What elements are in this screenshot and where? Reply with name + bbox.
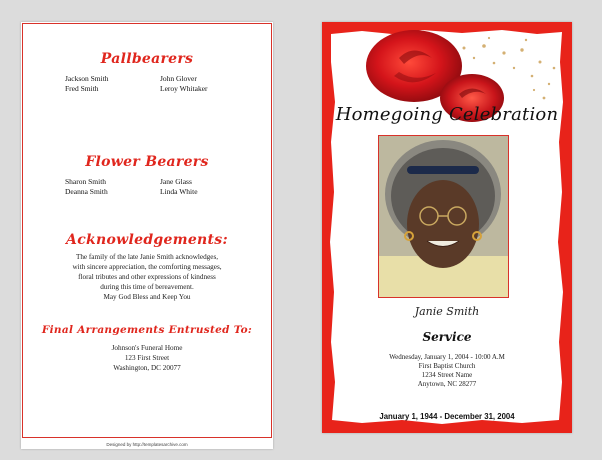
flower-bearers-row — [65, 177, 265, 187]
pallbearers-row — [65, 84, 265, 94]
acknowledgement-line: during this time of bereavement. — [100, 283, 194, 291]
funeral-home-line: Johnson's Funeral Home — [111, 344, 183, 352]
pallbearer-name: Fred Smith — [65, 84, 99, 93]
designer-credit: Designed by http://templatesarchive.com — [106, 442, 188, 447]
flower-bearer-name: Linda White — [160, 187, 198, 196]
pallbearers-row — [65, 74, 265, 84]
pallbearer-name: John Glover — [160, 74, 197, 83]
service-heading: Service — [422, 330, 472, 344]
acknowledgements-text — [31, 252, 263, 302]
acknowledgement-line: with sincere appreciation, the comforting messages, — [72, 263, 222, 271]
acknowledgement-line: The family of the late Janie Smith acknowledges, — [75, 253, 219, 261]
service-line: 1234 Street Name — [421, 371, 473, 379]
left-page — [21, 22, 273, 449]
flower-bearer-name: Jane Glass — [160, 177, 192, 186]
pallbearers-list — [65, 74, 265, 94]
portrait-photo — [378, 135, 509, 298]
acknowledgements-heading: Acknowledgements: — [66, 232, 228, 248]
flower-bearers-heading: Flower Bearers — [85, 154, 209, 170]
flower-bearers-list — [65, 177, 265, 197]
flower-bearer-name: Deanna Smith — [65, 187, 108, 196]
flower-bearers-row — [65, 187, 265, 197]
homegoing-title: Homegoing Celebration — [335, 104, 559, 125]
service-line: First Baptist Church — [418, 362, 476, 370]
right-page — [322, 22, 572, 433]
pallbearers-heading: Pallbearers — [100, 51, 194, 67]
acknowledgement-line: floral tributes and other expressions of kindness — [78, 273, 216, 281]
service-line: Wednesday, January 1, 2004 - 10:00 A.M — [389, 353, 505, 361]
final-arrangements-text — [31, 343, 263, 373]
deceased-name: Janie Smith — [414, 305, 480, 318]
life-dates: January 1, 1944 - December 31, 2004 — [379, 412, 515, 421]
portrait-icon — [379, 136, 508, 297]
service-line: Anytown, NC 28277 — [417, 380, 477, 388]
service-details — [322, 353, 572, 389]
pallbearer-name: Jackson Smith — [65, 74, 109, 83]
funeral-home-line: Washington, DC 20077 — [113, 364, 181, 372]
final-arrangements-heading: Final Arrangements Entrusted To: — [41, 324, 253, 336]
flower-bearer-name: Sharon Smith — [65, 177, 107, 186]
pallbearer-name: Leroy Whitaker — [160, 84, 208, 93]
funeral-home-line: 123 First Street — [124, 354, 170, 362]
acknowledgement-line: May God Bless and Keep You — [103, 293, 191, 301]
